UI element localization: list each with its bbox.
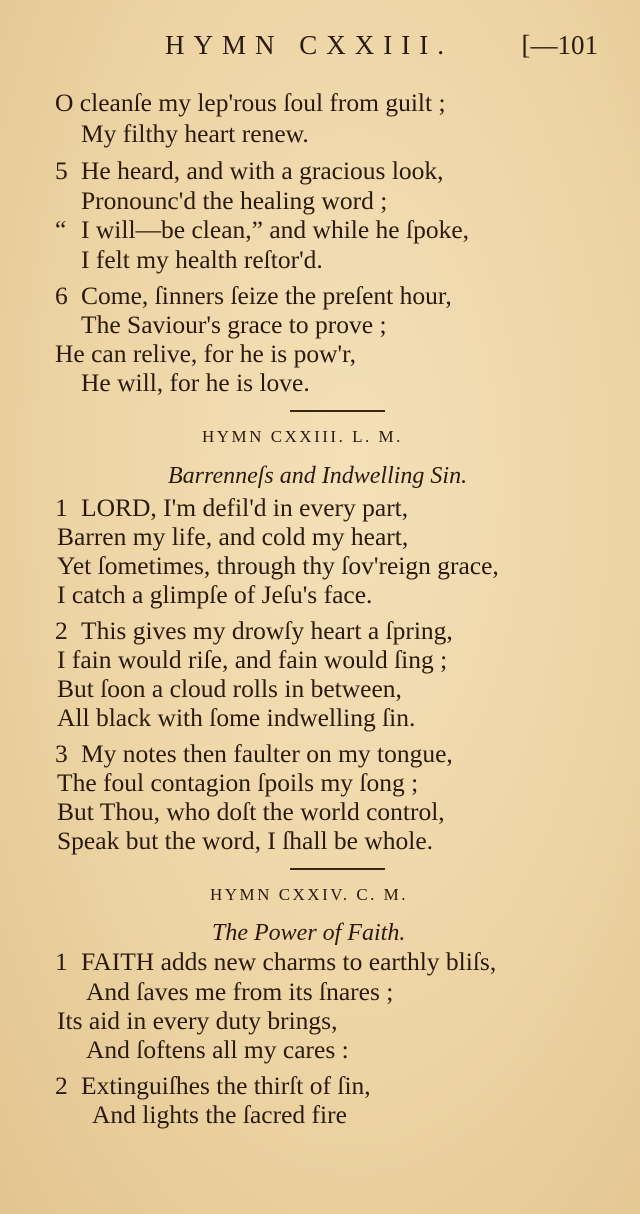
verse-line: [55, 616, 453, 646]
verse-line: [57, 826, 433, 856]
verse-text: The Saviour's grace to prove ;: [81, 310, 387, 339]
page-number: [—101: [521, 30, 598, 60]
verse-text: He will, for he is love.: [81, 368, 310, 397]
verse-text: But ſoon a cloud rolls in between,: [57, 674, 402, 703]
section-divider: [290, 868, 385, 870]
hymn-heading: HYMN CXXIII. L. M.: [202, 427, 403, 446]
verse-text: Yet ſometimes, through thy ſov'reign grace,: [57, 551, 499, 580]
verse-text: All black with ſome indwelling ſin.: [57, 703, 416, 732]
verse-line: [92, 1100, 347, 1130]
section-divider: [290, 410, 385, 412]
verse-line: [55, 1071, 371, 1101]
verse-text: And lights the ſacred fire: [92, 1100, 347, 1129]
verse-text: My filthy heart renew.: [81, 119, 309, 148]
verse-line: [55, 88, 446, 118]
verse-number: 1: [55, 947, 68, 976]
verse-line: [81, 310, 387, 340]
verse-text: My notes then faulter on my tongue,: [81, 739, 453, 768]
hymn-subtitle: Barrenneſs and Indwelling Sin.: [168, 463, 468, 489]
verse-number: 2: [55, 616, 68, 645]
verse-text: He can relive, for he is pow'r,: [55, 339, 356, 368]
verse-line: [57, 797, 445, 827]
verse-number: 1: [55, 493, 68, 522]
verse-line: [81, 368, 310, 398]
verse-text: And ſaves me from its ſnares ;: [86, 977, 394, 1006]
verse-number: 6: [55, 281, 68, 310]
verse-line: [81, 119, 309, 149]
running-title: HYMN CXXIII.: [165, 30, 453, 60]
verse-text: I catch a glimpſe of Jeſu's face.: [57, 580, 373, 609]
verse-line: [55, 156, 444, 186]
verse-text: Extinguiſhes the thirſt of ſin,: [81, 1071, 371, 1100]
verse-line: [55, 215, 469, 245]
verse-line: [81, 245, 323, 275]
verse-line: [57, 674, 402, 704]
verse-number: 2: [55, 1071, 68, 1100]
verse-number: 3: [55, 739, 68, 768]
hymn-subtitle: The Power of Faith.: [212, 920, 406, 946]
running-head: [0, 30, 640, 70]
verse-line: [57, 645, 447, 675]
verse-line: [81, 186, 387, 216]
verse-text: Barren my life, and cold my heart,: [57, 522, 409, 551]
verse-text: Speak but the word, I ſhall be whole.: [57, 826, 434, 855]
verse-text: I felt my health reſtor'd.: [81, 245, 323, 274]
hymn-heading: HYMN CXXIV. C. M.: [210, 885, 409, 904]
verse-text: I fain would riſe, and fain would ſing ;: [57, 645, 448, 674]
verse-text: Come, ſinners ſeize the preſent hour,: [81, 281, 452, 310]
verse-text: Pronounc'd the healing word ;: [81, 186, 388, 215]
verse-line: [86, 1035, 349, 1065]
verse-text: Its aid in every duty brings,: [57, 1006, 338, 1035]
verse-line: [55, 281, 452, 311]
verse-line: [86, 977, 393, 1007]
verse-number: “: [55, 215, 67, 244]
verse-text: FAITH adds new charms to earthly bliſs,: [81, 947, 497, 976]
verse-line: [57, 551, 499, 581]
verse-line: [57, 580, 372, 610]
verse-number: 5: [55, 156, 68, 185]
verse-text: This gives my drowſy heart a ſpring,: [81, 616, 453, 645]
verse-text: He heard, and with a gracious look,: [81, 156, 444, 185]
verse-line: [57, 1006, 337, 1036]
verse-text: I will—be clean,” and while he ſpoke,: [81, 215, 470, 244]
verse-text: O cleanſe my lep'rous ſoul from guilt ;: [55, 88, 446, 117]
verse-line: [55, 493, 408, 523]
verse-line: [55, 339, 356, 369]
verse-line: [55, 947, 496, 977]
verse-line: [55, 739, 453, 769]
verse-text: The foul contagion ſpoils my ſong ;: [57, 768, 419, 797]
verse-text: But Thou, who doſt the world control,: [57, 797, 445, 826]
verse-line: [57, 703, 415, 733]
verse-line: [57, 768, 418, 798]
verse-text: And ſoftens all my cares :: [86, 1035, 349, 1064]
verse-line: [57, 522, 408, 552]
verse-text: LORD, I'm defil'd in every part,: [81, 493, 409, 522]
